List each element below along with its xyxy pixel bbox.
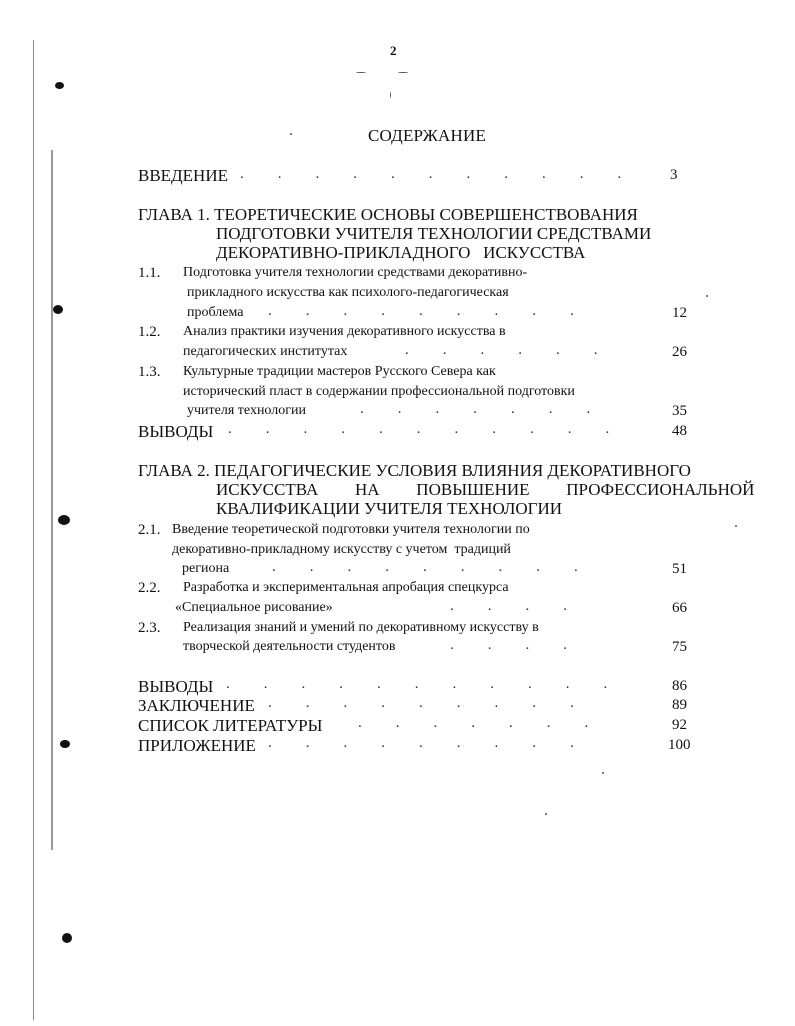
section-1-1-line1: Подготовка учителя технологии средствами декоративно-: [183, 265, 528, 280]
toc-intro-label: ВВЕДЕНИЕ: [138, 166, 228, 185]
section-1-1-number: 1.1.: [138, 265, 161, 281]
chapter2-heading-line3: КВАЛИФИКАЦИИ УЧИТЕЛЯ ТЕХНОЛОГИИ: [216, 499, 563, 518]
section-1-2-line1: Анализ практики изучения декоративного искусства в: [183, 324, 506, 339]
final-bibliography-page: 92: [672, 717, 687, 733]
section-2-3-page: 75: [672, 639, 687, 655]
chapter1-heading-line2: ПОДГОТОВКИ УЧИТЕЛЯ ТЕХНОЛОГИИ СРЕДСТВАМИ: [216, 224, 652, 243]
section-1-3-number: 1.3.: [138, 364, 161, 380]
final-appendix-page: 100: [668, 737, 691, 753]
final-appendix-label: ПРИЛОЖЕНИЕ: [138, 736, 256, 755]
final-conclusions-page: 86: [672, 678, 687, 694]
section-1-2-page: 26: [672, 344, 687, 360]
scan-left-edge-line: [33, 40, 34, 1020]
section-1-1-line2: прикладного искусства как психолого-педагогическая: [187, 285, 509, 300]
page-title: СОДЕРЖАНИЕ: [368, 126, 487, 145]
chapter1-conclusions-page: 48: [672, 423, 687, 439]
chapter1-conclusions-label: ВЫВОДЫ: [138, 422, 214, 441]
scan-blob: [62, 933, 72, 943]
section-2-1-line3: региона: [182, 561, 230, 576]
scan-left-streak: [51, 150, 53, 850]
section-1-3-line3: учителя технологии: [187, 403, 306, 418]
section-1-1-page: 12: [672, 305, 687, 321]
leader-dots: .........: [268, 695, 608, 711]
final-conclusion-label: ЗАКЛЮЧЕНИЕ: [138, 696, 255, 715]
scan-blob: [60, 740, 70, 748]
chapter2-heading-line2: ИСКУССТВА НА ПОВЫШЕНИЕ ПРОФЕССИОНАЛЬНОЙ: [216, 480, 755, 499]
scan-blob: [53, 305, 63, 314]
leader-dots: ......: [405, 342, 632, 358]
section-2-2-line1: Разработка и экспериментальная апробация спецкурса: [183, 580, 509, 595]
leader-dots: .........: [268, 303, 608, 319]
scan-speck: [390, 92, 391, 98]
scan-speck: [356, 72, 366, 73]
scan-speck: [602, 772, 604, 774]
toc-intro-page: 3: [670, 167, 678, 183]
page-number: 2: [390, 43, 397, 58]
chapter1-heading-line3: ДЕКОРАТИВНО-ПРИКЛАДНОГО ИСКУССТВА: [216, 243, 586, 262]
section-2-1-number: 2.1.: [138, 522, 161, 538]
scan-blob: [58, 515, 70, 525]
section-2-2-number: 2.2.: [138, 580, 161, 596]
leader-dots: ....: [450, 598, 601, 614]
scan-speck: [545, 813, 547, 815]
section-1-2-line2: педагогических институтах: [183, 344, 348, 359]
section-1-1-line3: проблема: [187, 305, 244, 320]
leader-dots: .........: [268, 735, 608, 751]
section-2-1-page: 51: [672, 561, 687, 577]
section-1-3-line2: исторический пласт в содержании профессиональной подготовки: [183, 384, 575, 399]
chapter2-heading-line1: ГЛАВА 2. ПЕДАГОГИЧЕСКИЕ УСЛОВИЯ ВЛИЯНИЯ ДЕКОРАТИВНОГО: [138, 461, 691, 480]
section-2-1-line1: Введение теоретической подготовки учителя технологии по: [172, 522, 530, 537]
final-conclusions-label: ВЫВОДЫ: [138, 677, 214, 696]
leader-dots: .......: [360, 401, 625, 417]
section-2-1-line2: декоративно-прикладному искусству с учетом традиций: [172, 542, 511, 557]
scan-speck: [706, 295, 708, 297]
leader-dots: ...........: [226, 676, 642, 692]
leader-dots: .......: [358, 715, 623, 731]
section-1-3-page: 35: [672, 403, 687, 419]
section-2-2-page: 66: [672, 600, 687, 616]
section-2-2-line2: «Специальное рисование»: [175, 600, 333, 615]
section-2-3-number: 2.3.: [138, 620, 161, 636]
scan-blob: [55, 82, 64, 89]
section-2-3-line1: Реализация знаний и умений по декоративному искусству в: [183, 620, 539, 635]
scan-speck: [290, 133, 292, 135]
section-1-2-number: 1.2.: [138, 324, 161, 340]
chapter1-heading-line1: ГЛАВА 1. ТЕОРЕТИЧЕСКИЕ ОСНОВЫ СОВЕРШЕНСТВОВАНИЯ: [138, 205, 638, 224]
leader-dots: .........: [272, 559, 612, 575]
final-conclusion-page: 89: [672, 697, 687, 713]
leader-dots: ...........: [240, 166, 656, 182]
section-1-3-line1: Культурные традиции мастеров Русского Севера как: [183, 364, 496, 379]
scan-speck: [735, 525, 737, 527]
section-2-3-line2: творческой деятельности студентов: [183, 639, 396, 654]
leader-dots: ...........: [228, 421, 644, 437]
final-bibliography-label: СПИСОК ЛИТЕРАТУРЫ: [138, 716, 323, 735]
leader-dots: ....: [450, 637, 601, 653]
scan-speck: [398, 72, 408, 73]
